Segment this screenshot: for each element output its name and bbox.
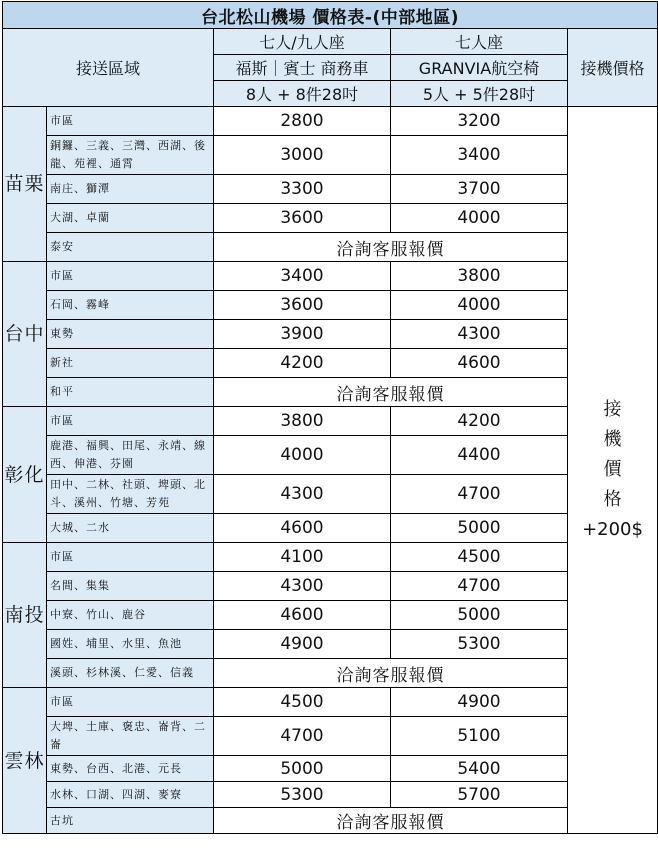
inquire-cell: 洽詢客服報價: [214, 378, 568, 407]
price-b: 5100: [391, 717, 568, 756]
table-title: 台北松山機場 價格表-(中部地區): [3, 2, 658, 29]
price-a: 4300: [214, 572, 391, 601]
area-cell: 市區: [47, 543, 214, 572]
area-cell: 泰安: [47, 233, 214, 262]
region-changhua: 彰化: [3, 407, 47, 543]
table-row: [3, 782, 658, 808]
header-pickup-price: 接機價格: [568, 29, 658, 107]
table-row: [3, 756, 658, 782]
table-row: [3, 717, 658, 756]
price-a: 2800: [214, 107, 391, 136]
table-row: [3, 291, 658, 320]
area-cell: 和平: [47, 378, 214, 407]
price-a: 4500: [214, 688, 391, 717]
area-cell: 鹿港、福興、田尾、永靖、線西、伸港、芬園: [47, 436, 214, 475]
price-b: 4700: [391, 475, 568, 514]
table-row: [3, 349, 658, 378]
header-vehicle-b-model: GRANVIA航空椅: [391, 55, 568, 81]
table-row: [3, 407, 658, 436]
price-a: 4700: [214, 717, 391, 756]
table-row: [3, 136, 658, 175]
table-row: [3, 320, 658, 349]
price-a: 5300: [214, 782, 391, 808]
inquire-cell: 洽詢客服報價: [214, 659, 568, 688]
table-row: [3, 436, 658, 475]
region-nantou: 南投: [3, 543, 47, 688]
header-vehicle-b-capacity: 5人 + 5件28吋: [391, 81, 568, 107]
inquire-cell: 洽詢客服報價: [214, 233, 568, 262]
price-table: [2, 1, 658, 834]
pickup-surcharge-note: [568, 107, 658, 834]
price-a: 4300: [214, 475, 391, 514]
price-b: 4400: [391, 436, 568, 475]
price-a: 3800: [214, 407, 391, 436]
price-b: 3700: [391, 175, 568, 204]
price-b: 4200: [391, 407, 568, 436]
price-a: 4100: [214, 543, 391, 572]
price-b: 4900: [391, 688, 568, 717]
price-b: 3200: [391, 107, 568, 136]
area-cell: 東勢、台西、北港、元長: [47, 756, 214, 782]
table-row: [3, 688, 658, 717]
price-a: 4600: [214, 514, 391, 543]
price-a: 3600: [214, 291, 391, 320]
area-cell: 南庄、獅潭: [47, 175, 214, 204]
pickup-note-char: 格: [603, 489, 622, 510]
table-row: [3, 378, 658, 407]
area-cell: 市區: [47, 407, 214, 436]
price-b: 5000: [391, 514, 568, 543]
price-b: 4000: [391, 291, 568, 320]
area-cell: 市區: [47, 107, 214, 136]
table-row: [3, 107, 658, 136]
table-row: [3, 514, 658, 543]
price-b: 3800: [391, 262, 568, 291]
table-row: [3, 572, 658, 601]
pickup-note-char: 機: [603, 429, 622, 450]
header-vehicle-b-seats: 七人座: [391, 29, 568, 55]
table-row: [3, 475, 658, 514]
table-row: [3, 233, 658, 262]
price-a: 5000: [214, 756, 391, 782]
table-row: [3, 601, 658, 630]
price-b: 4300: [391, 320, 568, 349]
area-cell: 銅鑼、三義、三灣、西湖、後龍、苑裡、通霄: [47, 136, 214, 175]
price-a: 4900: [214, 630, 391, 659]
area-cell: 古坑: [47, 808, 214, 834]
area-cell: 市區: [47, 688, 214, 717]
price-a: 3600: [214, 204, 391, 233]
area-cell: 田中、二林、社頭、埤頭、北斗、溪州、竹塘、芳苑: [47, 475, 214, 514]
table-row: [3, 543, 658, 572]
price-b: 4500: [391, 543, 568, 572]
area-cell: 大城、二水: [47, 514, 214, 543]
area-cell: 石岡、霧峰: [47, 291, 214, 320]
price-a: 3300: [214, 175, 391, 204]
header-vehicle-a-capacity: 8人 + 8件28吋: [214, 81, 391, 107]
area-cell: 東勢: [47, 320, 214, 349]
region-miaoli: 苗栗: [3, 107, 47, 262]
price-b: 4000: [391, 204, 568, 233]
price-b: 3400: [391, 136, 568, 175]
pickup-note-char: 接: [603, 399, 622, 420]
price-b: 5700: [391, 782, 568, 808]
area-cell: 新社: [47, 349, 214, 378]
price-a: 3000: [214, 136, 391, 175]
table-row: [3, 808, 658, 834]
price-a: 4000: [214, 436, 391, 475]
pickup-note-char: 價: [603, 459, 622, 480]
area-cell: 大埤、土庫、褒忠、崙背、二崙: [47, 717, 214, 756]
area-cell: 中寮、竹山、鹿谷: [47, 601, 214, 630]
price-a: 3900: [214, 320, 391, 349]
header-vehicle-a-model: 福斯｜賓士 商務車: [214, 55, 391, 81]
region-taichung: 台中: [3, 262, 47, 407]
price-b: 4700: [391, 572, 568, 601]
area-cell: 國姓、埔里、水里、魚池: [47, 630, 214, 659]
price-b: 5300: [391, 630, 568, 659]
table-row: [3, 630, 658, 659]
price-b: 4600: [391, 349, 568, 378]
area-cell: 水林、口湖、四湖、麥寮: [47, 782, 214, 808]
price-b: 5000: [391, 601, 568, 630]
table-row: [3, 262, 658, 291]
area-cell: 市區: [47, 262, 214, 291]
area-cell: 大湖、卓蘭: [47, 204, 214, 233]
table-row: [3, 659, 658, 688]
inquire-cell: 洽詢客服報價: [214, 808, 568, 834]
region-yunlin: 雲林: [3, 688, 47, 834]
price-b: 5400: [391, 756, 568, 782]
table-row: [3, 175, 658, 204]
table-row: [3, 204, 658, 233]
header-vehicle-a-seats: 七人/九人座: [214, 29, 391, 55]
price-a: 3400: [214, 262, 391, 291]
price-a: 4200: [214, 349, 391, 378]
pickup-surcharge: +200$: [582, 519, 643, 540]
area-cell: 溪頭、杉林溪、仁愛、信義: [47, 659, 214, 688]
area-cell: 名間、集集: [47, 572, 214, 601]
header-area: 接送區域: [3, 29, 214, 107]
price-a: 4600: [214, 601, 391, 630]
